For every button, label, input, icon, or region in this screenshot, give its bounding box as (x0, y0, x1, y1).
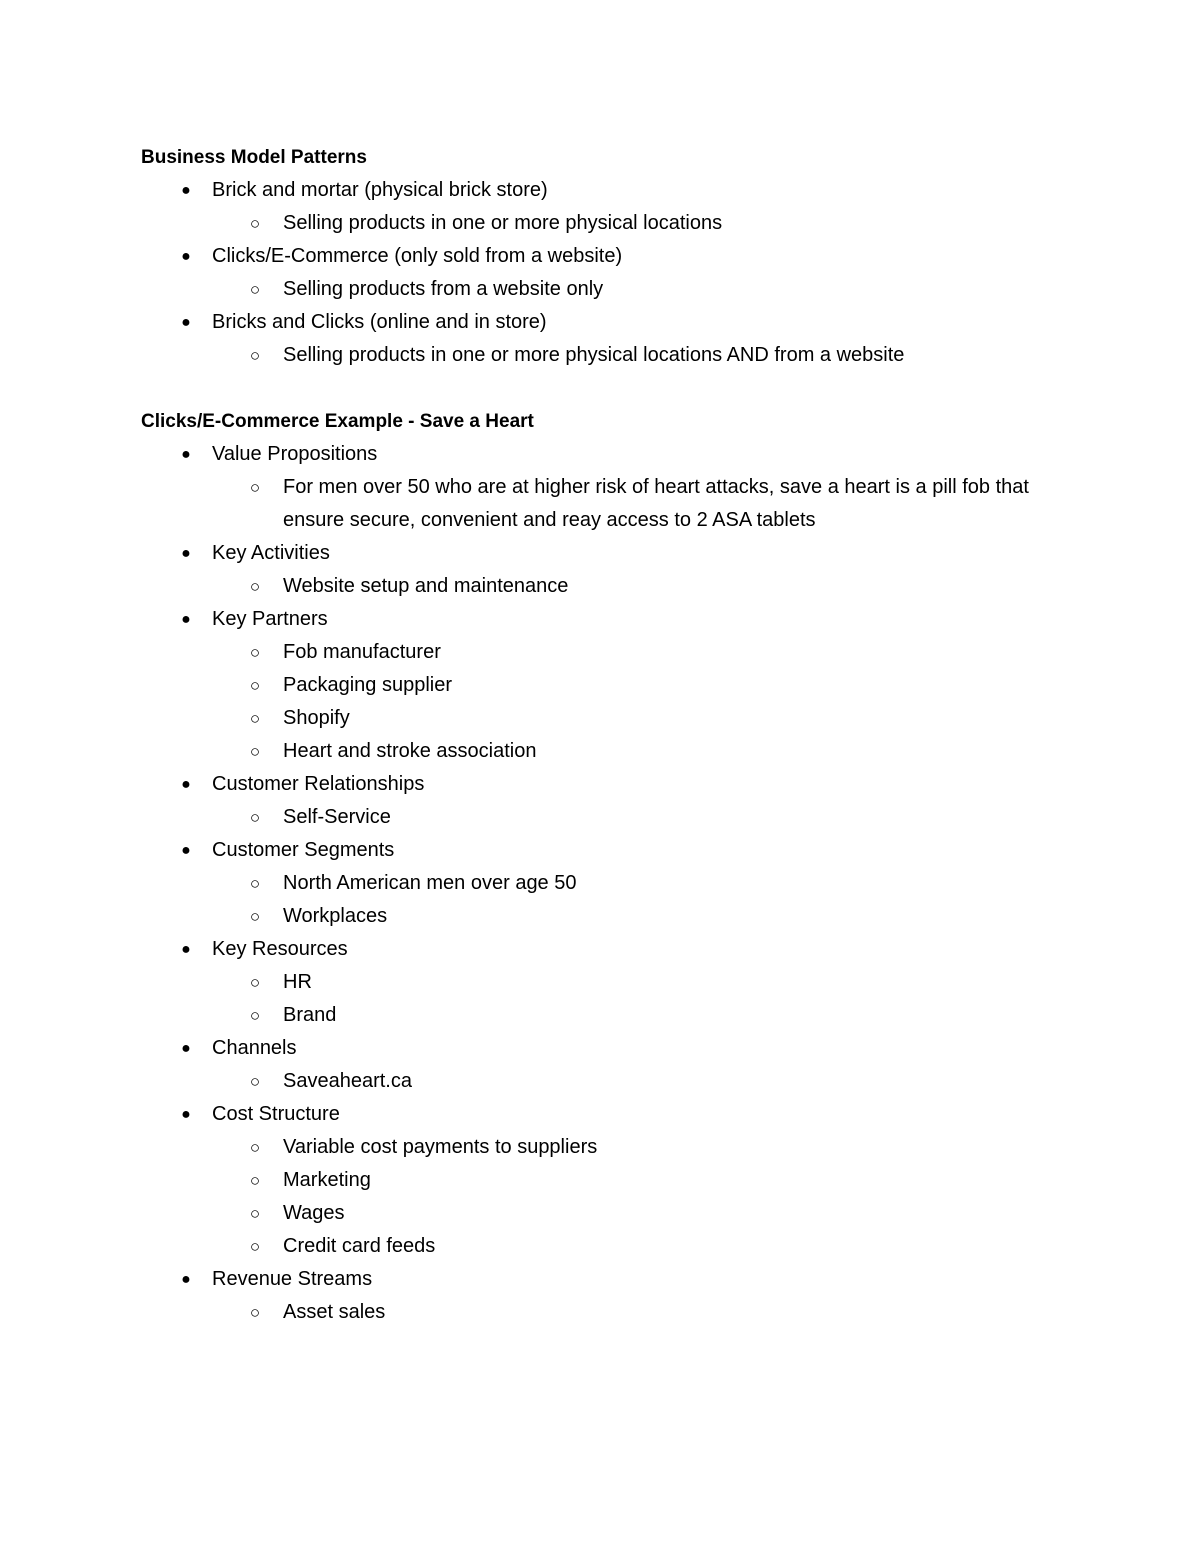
hollow-bullet-icon: ○ (249, 907, 261, 926)
hollow-bullet-icon: ○ (249, 643, 261, 662)
filled-bullet-icon: ● (181, 182, 191, 199)
hollow-bullet-icon: ○ (249, 1171, 261, 1190)
hollow-bullet-icon: ○ (249, 577, 261, 596)
list-item-label: Value Propositions (212, 443, 378, 465)
sub-list-item-label: Selling products in one or more physical locations (283, 212, 723, 234)
hollow-bullet-icon: ○ (249, 709, 261, 728)
filled-bullet-icon: ● (181, 842, 191, 859)
list-item (141, 603, 1081, 636)
hollow-bullet-icon: ○ (249, 214, 261, 233)
list-item (141, 1263, 1081, 1296)
sub-list-item (141, 1230, 1081, 1263)
list-item (141, 933, 1081, 966)
sub-list-item (141, 1296, 1081, 1329)
list-item (141, 1032, 1081, 1065)
sub-list-item (141, 900, 1081, 933)
hollow-bullet-icon: ○ (249, 1237, 261, 1256)
hollow-bullet-icon: ○ (249, 742, 261, 761)
list-item-label: Revenue Streams (212, 1268, 373, 1290)
sub-list-item-label: Wages (283, 1202, 345, 1224)
list-item (141, 768, 1081, 801)
hollow-bullet-icon: ○ (249, 1006, 261, 1025)
list-item (141, 306, 1081, 339)
sub-list-item-label: Fob manufacturer (283, 641, 441, 663)
sub-list-item-label: Asset sales (283, 1301, 386, 1323)
filled-bullet-icon: ● (181, 446, 191, 463)
sub-list-item-label: Packaging supplier (283, 674, 452, 696)
hollow-bullet-icon: ○ (249, 346, 261, 365)
sub-list-item (141, 570, 1081, 603)
sub-list-item (141, 636, 1081, 669)
hollow-bullet-icon: ○ (249, 1072, 261, 1091)
sub-list-item-label: Workplaces (283, 905, 388, 927)
bullet-list (141, 174, 1081, 372)
list-item-label: Key Activities (212, 542, 330, 564)
sub-list-item (141, 702, 1081, 735)
hollow-bullet-icon: ○ (249, 1204, 261, 1223)
filled-bullet-icon: ● (181, 1271, 191, 1288)
sub-list-item (141, 1164, 1081, 1197)
sub-list-item (141, 207, 1081, 240)
sub-list-item (141, 339, 1081, 372)
list-item (141, 834, 1081, 867)
sub-list-item (141, 801, 1081, 834)
sub-list-item (141, 735, 1081, 768)
list-item-label: Key Resources (212, 938, 348, 960)
hollow-bullet-icon: ○ (249, 808, 261, 827)
sub-list-item-label: Self-Service (283, 806, 391, 828)
section-spacer (141, 372, 1081, 405)
hollow-bullet-icon: ○ (249, 1138, 261, 1157)
filled-bullet-icon: ● (181, 314, 191, 331)
hollow-bullet-icon: ○ (249, 973, 261, 992)
list-item-label: Channels (212, 1037, 297, 1059)
sub-list-item-label: HR (283, 971, 312, 993)
list-item (141, 438, 1081, 471)
sub-list-item (141, 1131, 1081, 1164)
filled-bullet-icon: ● (181, 1106, 191, 1123)
list-item-label: Cost Structure (212, 1103, 340, 1125)
sub-list-item-label: Saveaheart.ca (283, 1070, 412, 1092)
list-item (141, 174, 1081, 207)
sub-list-item-label: Website setup and maintenance (283, 575, 569, 597)
sub-list-item (141, 471, 1081, 537)
filled-bullet-icon: ● (181, 1040, 191, 1057)
list-item-label: Brick and mortar (physical brick store) (212, 179, 548, 201)
hollow-bullet-icon: ○ (249, 1303, 261, 1322)
sub-list-item-label: Selling products from a website only (283, 278, 604, 300)
bullet-list (141, 438, 1081, 1329)
hollow-bullet-icon: ○ (249, 280, 261, 299)
list-item (141, 537, 1081, 570)
hollow-bullet-icon: ○ (249, 478, 261, 497)
filled-bullet-icon: ● (181, 248, 191, 265)
hollow-bullet-icon: ○ (249, 676, 261, 695)
sub-list-item (141, 867, 1081, 900)
filled-bullet-icon: ● (181, 545, 191, 562)
filled-bullet-icon: ● (181, 776, 191, 793)
list-item-label: Customer Relationships (212, 773, 425, 795)
hollow-bullet-icon: ○ (249, 874, 261, 893)
list-item-label: Customer Segments (212, 839, 395, 861)
list-item-label: Key Partners (212, 608, 328, 630)
sub-list-item (141, 966, 1081, 999)
sub-list-item-label: Credit card feeds (283, 1235, 436, 1257)
section-heading: Clicks/E-Commerce Example - Save a Heart (141, 411, 534, 432)
sub-list-item-label: Variable cost payments to suppliers (283, 1136, 598, 1158)
section-heading: Business Model Patterns (141, 147, 367, 168)
filled-bullet-icon: ● (181, 611, 191, 628)
sub-list-item-label: Marketing (283, 1169, 371, 1191)
sub-list-item-label: For men over 50 who are at higher risk of heart attacks, save a heart is a pill fob that ensure secure, convenient and reay access to 2 ASA tablets (283, 476, 1029, 531)
sub-list-item-label: Shopify (283, 707, 350, 729)
sub-list-item (141, 669, 1081, 702)
list-item-label: Bricks and Clicks (online and in store) (212, 311, 547, 333)
sub-list-item (141, 1197, 1081, 1230)
sub-list-item (141, 1065, 1081, 1098)
sub-list-item (141, 999, 1081, 1032)
document-body (141, 141, 1081, 1329)
list-item (141, 1098, 1081, 1131)
sub-list-item (141, 273, 1081, 306)
list-item (141, 240, 1081, 273)
sub-list-item-label: Heart and stroke association (283, 740, 537, 762)
sub-list-item-label: North American men over age 50 (283, 872, 577, 894)
list-item-label: Clicks/E-Commerce (only sold from a website) (212, 245, 623, 267)
sub-list-item-label: Selling products in one or more physical locations AND from a website (283, 344, 905, 366)
sub-list-item-label: Brand (283, 1004, 337, 1026)
filled-bullet-icon: ● (181, 941, 191, 958)
